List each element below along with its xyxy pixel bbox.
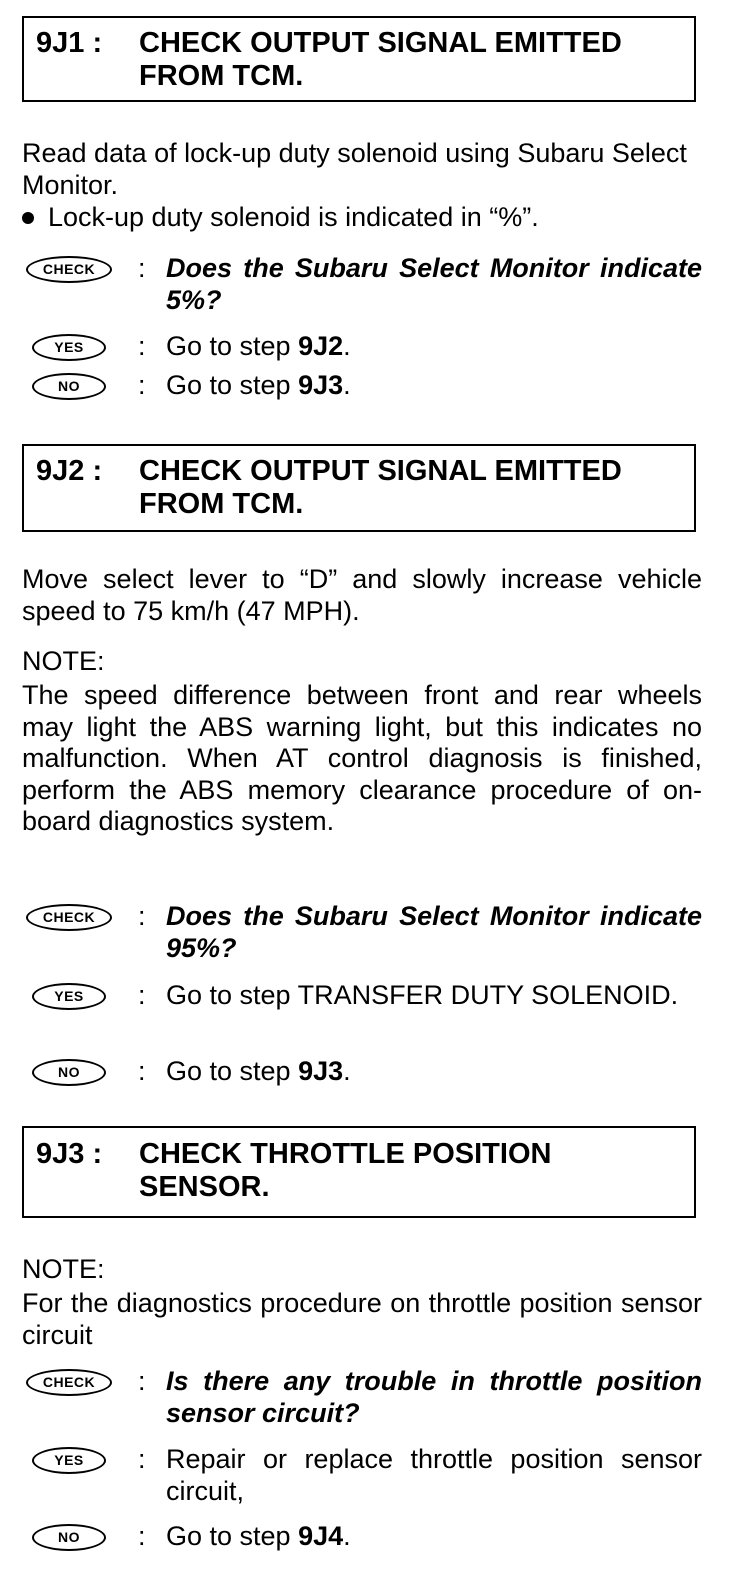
note-text: The speed difference between front and rear wheels may light the ABS warning light, but this indicates no malfunction. When AT control diagnosis is finished, perform the ABS memory clearance procedure of on-board diagnostics system. (22, 680, 702, 836)
yes-action (166, 331, 702, 363)
check-badge-icon: CHECK (26, 256, 112, 283)
period: . (343, 1056, 351, 1086)
yes-action: Go to step TRANSFER DUTY SOLENOID. (166, 980, 679, 1010)
separator-colon: : (138, 331, 146, 361)
step-instruction: Move select lever to “D” and slowly increase vehicle speed to 75 km/h (47 MPH). (22, 564, 702, 626)
separator-colon: : (138, 1056, 146, 1086)
action-text: Go to step (166, 1521, 299, 1551)
check-badge-icon: CHECK (26, 1369, 112, 1396)
check-badge-icon: CHECK (26, 904, 112, 931)
step-reference: 9J3 (298, 370, 344, 400)
separator-colon: : (138, 1366, 146, 1396)
no-action (166, 1056, 702, 1088)
step-number: 9J2 : (36, 455, 103, 487)
period: . (343, 1521, 351, 1551)
separator-colon: : (138, 253, 146, 283)
separator-colon: : (138, 980, 146, 1010)
yes-row (22, 980, 702, 1044)
separator-colon: : (138, 901, 146, 931)
check-row (22, 901, 702, 965)
step-number: 9J3 : (36, 1138, 103, 1170)
no-action (166, 370, 702, 402)
step-title: CHECK OUTPUT SIGNAL EMITTED FROM TCM. (139, 27, 622, 92)
step-header-9j3 (22, 1126, 696, 1218)
note-label: NOTE: (22, 646, 105, 676)
separator-colon: : (138, 370, 146, 400)
no-badge-icon: NO (32, 1059, 106, 1086)
no-action (166, 1521, 702, 1553)
yes-row (22, 1444, 702, 1508)
check-row (22, 1366, 702, 1430)
yes-badge-icon: YES (32, 983, 106, 1010)
bullet-item (22, 202, 702, 234)
action-text: Go to step (166, 331, 299, 361)
step-reference: 9J4 (298, 1521, 344, 1551)
step-reference: 9J3 (298, 1056, 344, 1086)
yes-action: Repair or replace throttle position sensor circuit, (166, 1444, 702, 1506)
separator-colon: : (138, 1521, 146, 1551)
period: . (343, 331, 351, 361)
step-reference: 9J2 (298, 331, 344, 361)
check-question: Does the Subaru Select Monitor indicate 5%? (166, 253, 702, 315)
yes-badge-icon: YES (32, 334, 106, 361)
note-text: For the diagnostics procedure on throttle position sensor circuit (22, 1288, 702, 1350)
period: . (343, 370, 351, 400)
step-header-9j1 (22, 16, 696, 102)
action-text: Go to step (166, 1056, 299, 1086)
check-question: Is there any trouble in throttle position sensor circuit? (166, 1366, 702, 1428)
no-badge-icon: NO (32, 373, 106, 400)
action-text: Go to step (166, 370, 299, 400)
bullet-dot-icon (22, 212, 34, 224)
step-number: 9J1 : (36, 27, 103, 59)
step-title: CHECK OUTPUT SIGNAL EMITTED FROM TCM. (139, 455, 622, 520)
step-title: CHECK THROTTLE POSITION SENSOR. (139, 1138, 552, 1203)
no-badge-icon: NO (32, 1524, 106, 1551)
step-header-9j2 (22, 444, 696, 532)
yes-badge-icon: YES (32, 1447, 106, 1474)
bullet-text: Lock-up duty solenoid is indicated in “%”. (48, 202, 539, 232)
step-instruction: Read data of lock-up duty solenoid using Subaru Select Monitor. (22, 138, 687, 200)
note-label: NOTE: (22, 1254, 105, 1284)
separator-colon: : (138, 1444, 146, 1474)
check-row (22, 253, 702, 317)
check-question: Does the Subaru Select Monitor indicate 95%? (166, 901, 702, 963)
